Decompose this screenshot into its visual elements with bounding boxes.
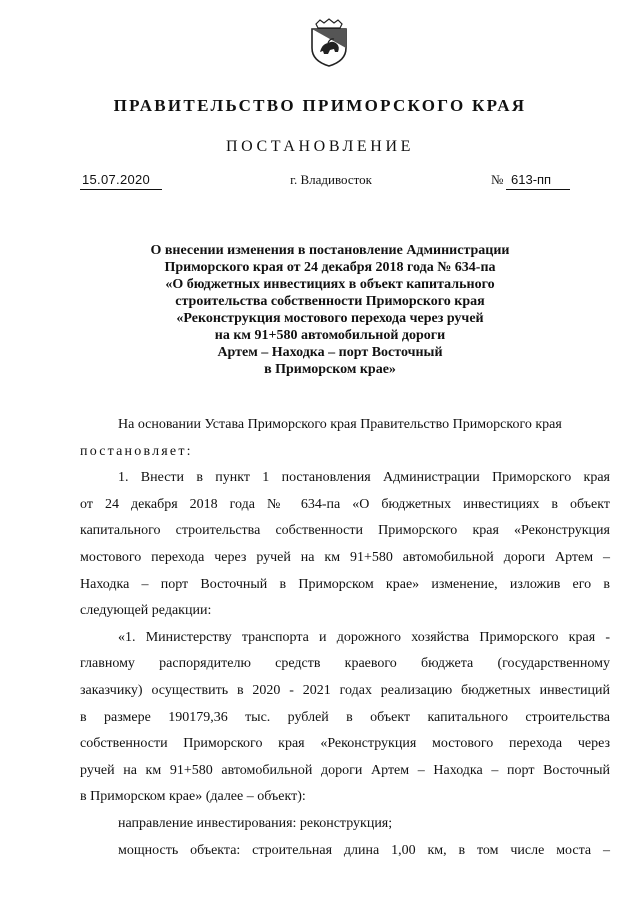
body-line: в Приморском крае» (далее – объект): <box>80 789 306 805</box>
body-line: следующей редакции: <box>80 603 212 619</box>
body-line: мощность объекта: строительная длина 1,00 км, в том числе моста – <box>118 842 610 858</box>
body-line: от 24 декабря 2018 года № 634-па «О бюджетных инвестициях в объект <box>80 496 610 512</box>
document-number: 613-пп <box>511 172 552 187</box>
body-line: На основании Устава Приморского края Правительство Приморского края <box>118 417 562 432</box>
body-line: Находка – порт Восточный в Приморском крае» изменение, изложив его в <box>80 576 610 592</box>
document-type: ПОСТАНОВЛЕНИЕ <box>226 138 414 155</box>
subject-line: «О бюджетных инвестициях в объект капитального <box>165 277 495 292</box>
date-underline <box>80 189 162 190</box>
body-line: направление инвестирования: реконструкция; <box>118 815 393 831</box>
subject-line: О внесении изменения в постановление Администрации <box>150 243 510 258</box>
subject-line: Артем – Находка – порт Восточный <box>217 345 443 360</box>
body-line: 1. Внести в пункт 1 постановления Администрации Приморского края <box>118 470 610 486</box>
subject-line: строительства собственности Приморского края <box>175 294 485 309</box>
subject-line: Приморского края от 24 декабря 2018 года № 634-па <box>164 260 496 275</box>
document-date: 15.07.2020 <box>82 172 151 187</box>
document-body <box>80 412 610 864</box>
document-subject <box>110 242 550 378</box>
subject-line: на км 91+580 автомобильной дороги <box>214 328 446 343</box>
number-underline <box>506 189 570 190</box>
document-city: г. Владивосток <box>290 172 372 187</box>
body-line: «1. Министерству транспорта и дорожного хозяйства Приморского края - <box>118 629 610 645</box>
body-line: заказчику) осуществить в 2020 - 2021 годах реализацию бюджетных инвестиций <box>80 682 610 698</box>
coat-of-arms-icon <box>306 18 352 68</box>
number-label: № <box>491 172 504 187</box>
body-line: главному распорядителю средств краевого бюджета (государственному <box>80 656 610 672</box>
body-line: ручей на км 91+580 автомобильной дороги Артем – Находка – порт Восточный <box>80 762 610 778</box>
subject-line: «Реконструкция мостового перехода через ручей <box>176 311 484 326</box>
body-line: постановляет: <box>80 443 193 459</box>
body-line: собственности Приморского края «Реконструкция мостового перехода через <box>80 736 610 752</box>
body-line: в размере 190179,36 тыс. рублей в объект капитального строительства <box>80 709 610 725</box>
government-title: ПРАВИТЕЛЬСТВО ПРИМОРСКОГО КРАЯ <box>113 96 527 115</box>
subject-line: в Приморском крае» <box>264 362 396 377</box>
body-line: мостового перехода через ручей на км 91+580 автомобильной дороги Артем – <box>80 549 610 565</box>
body-line: капитального строительства собственности Приморского края «Реконструкция <box>80 523 610 539</box>
